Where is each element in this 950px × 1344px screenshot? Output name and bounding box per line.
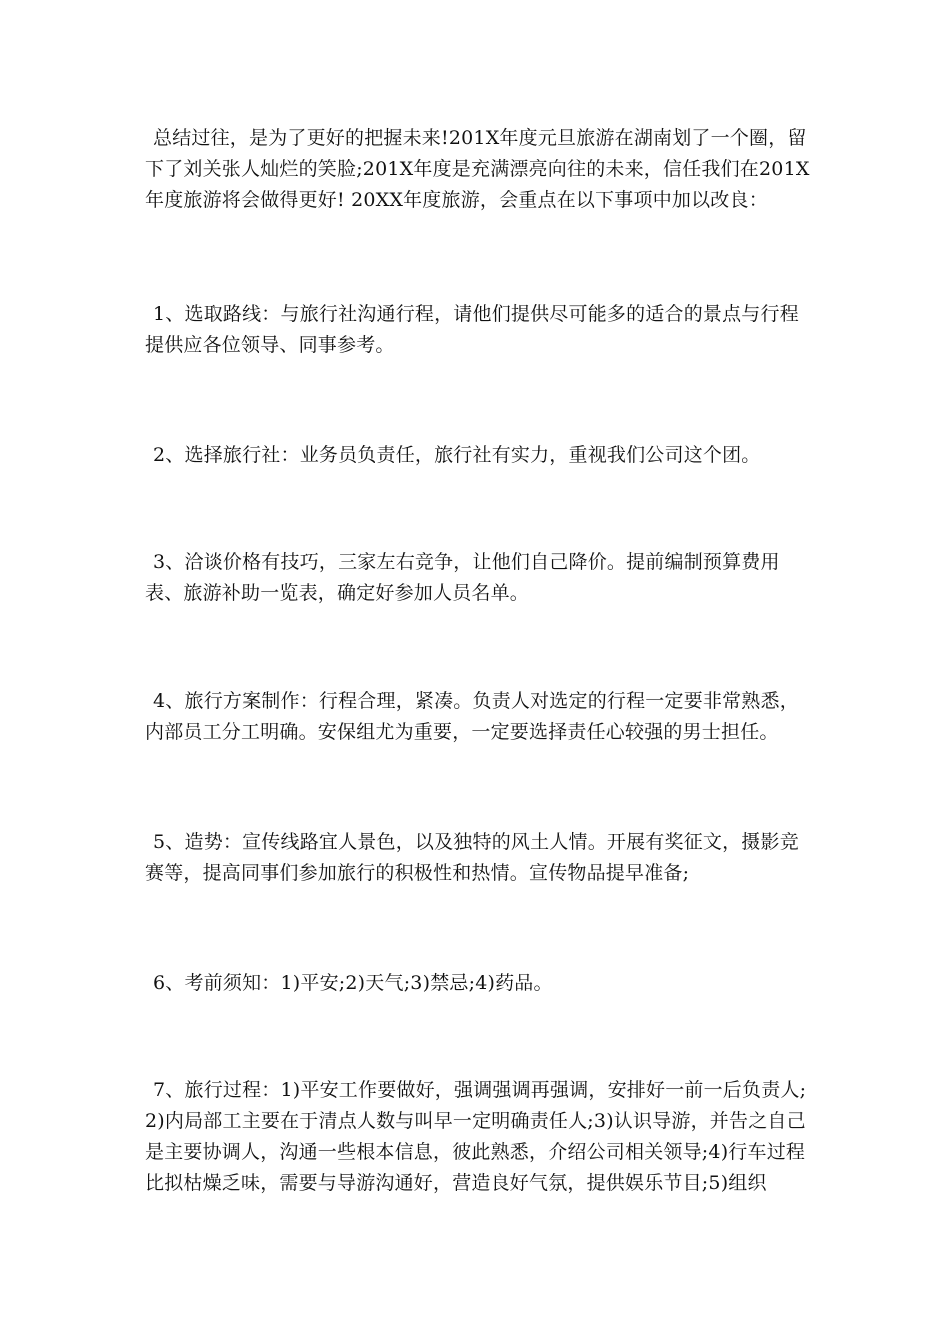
- item-2-agency-selection: 2、选择旅行社：业务员负责任，旅行社有实力，重视我们公司这个团。: [153, 444, 761, 466]
- item-1-route-selection: 1、选取路线：与旅行社沟通行程，请他们提供尽可能多的适合的景点与行程提供应各位领导、同事参考。: [145, 303, 799, 356]
- item-7-travel-process: 7、旅行过程：1)平安工作要做好，强调强调再强调，安排好一前一后负责人;2)内局部工主要在于清点人数与叫早一定明确责任人;3)认识导游，并告之自己是主要协调人，沟通一些根本信息，彼此熟悉，介绍公司相关领导;4)行车过程比拟枯燥乏味，需要与导游沟通好，营造良好气氛，提供娱乐节目;5)组织: [145, 1079, 807, 1194]
- item-4-travel-plan: 4、旅行方案制作：行程合理，紧凑。负责人对选定的行程一定要非常熟悉，内部员工分工明确。安保组尤为重要，一定要选择责任心较强的男士担任。: [145, 690, 799, 743]
- item-5-promotion: 5、造势：宣传线路宜人景色，以及独特的风土人情。开展有奖征文，摄影竞赛等，提高同事们参加旅行的积极性和热情。宣传物品提早准备;: [145, 831, 799, 884]
- item-3-price-negotiation: 3、洽谈价格有技巧，三家左右竞争，让他们自己降价。提前编制预算费用表、旅游补助一览表，确定好参加人员名单。: [145, 551, 780, 604]
- item-6-precautions: 6、考前须知：1)平安;2)天气;3)禁忌;4)药品。: [153, 972, 553, 994]
- intro-paragraph: 总结过往，是为了更好的把握未来!201X年度元旦旅游在湖南划了一个圈，留下了刘关张人灿烂的笑脸;201X年度是充满漂亮向往的未来，信任我们在201X年度旅游将会做得更好! 20XX年度旅游，会重点在以下事项中加以改良：: [145, 127, 810, 211]
